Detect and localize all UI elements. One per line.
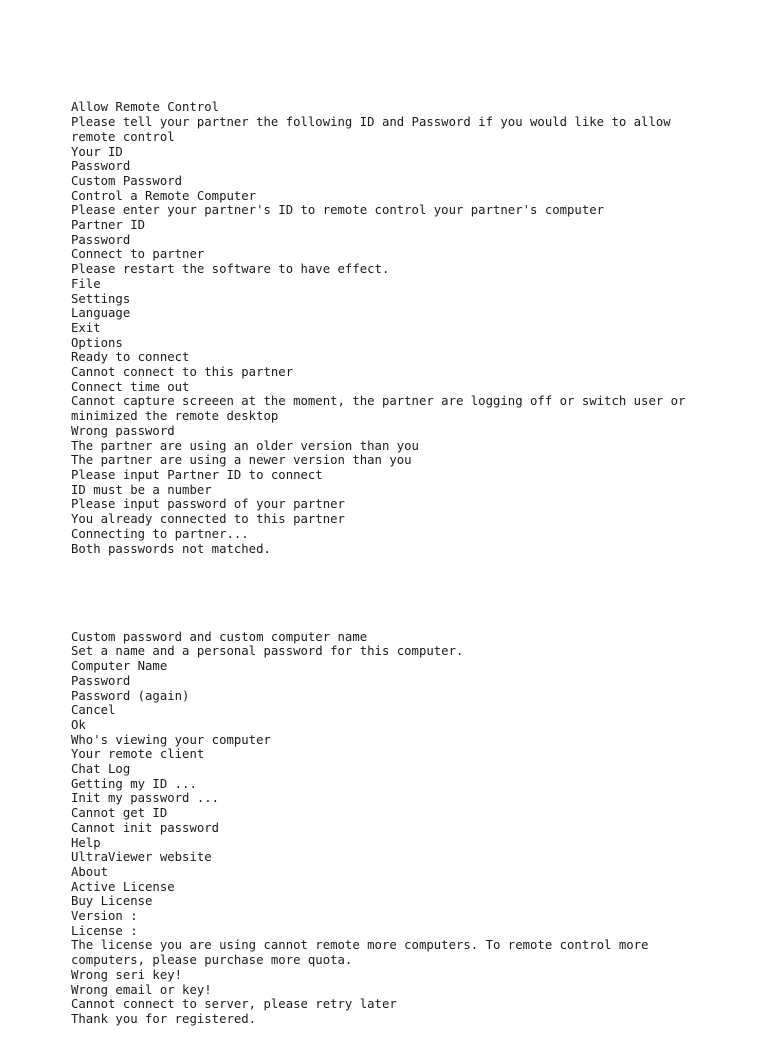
text-line: Computer Name (71, 659, 168, 674)
text-line: Getting my ID ... (71, 776, 197, 791)
text-line: Cannot get ID (71, 806, 168, 821)
text-line: Please enter your partner's ID to remote control your partner's computer (71, 203, 605, 218)
text-line: Settings (71, 291, 131, 306)
text-line: Partner ID (71, 218, 146, 233)
text-line: Please input password of your partner (71, 497, 345, 512)
text-line: Set a name and a personal password for this computer. (71, 644, 464, 659)
text-line: Cannot capture screeen at the moment, the partner are logging off or switch user or minimized the remote desktop (71, 394, 693, 424)
text-line: UltraViewer website (71, 850, 212, 865)
text-line: Please tell your partner the following ID and Password if you would like to allow remote control (71, 115, 679, 144)
text-line: Cancel (71, 703, 116, 718)
document-page (71, 71, 711, 1041)
text-line: Ok (71, 717, 86, 732)
string-list-settings (71, 630, 711, 1027)
text-line: Allow Remote Control (71, 100, 220, 115)
text-line: Init my password ... (71, 791, 220, 806)
text-line: Options (71, 335, 123, 350)
text-line: Wrong password (71, 423, 175, 438)
text-line: Cannot connect to server, please retry later (71, 997, 397, 1012)
text-line: Your remote client (71, 747, 205, 762)
text-line: Password (71, 673, 131, 688)
text-line: Version : (71, 909, 138, 924)
text-line: Thank you for registered. (71, 1011, 257, 1026)
text-line: Chat Log (71, 762, 131, 777)
text-line: Custom Password (71, 173, 183, 188)
text-line: Help (71, 835, 101, 850)
blank-line-separator (71, 586, 711, 601)
text-line: Ready to connect (71, 350, 190, 365)
text-line: The license you are using cannot remote more computers. To remote control more computers, please purchase more quota. (71, 938, 656, 968)
text-line: Cannot connect to this partner (71, 365, 294, 380)
text-line: Buy License (71, 894, 153, 909)
text-line: Please input Partner ID to connect (71, 467, 323, 482)
text-line: The partner are using a newer version than you (71, 453, 412, 468)
text-line: File (71, 276, 101, 291)
text-line: Exit (71, 320, 101, 335)
text-line: Please restart the software to have effect. (71, 262, 390, 277)
text-line: License : (71, 923, 138, 938)
text-line: Active License (71, 879, 175, 894)
text-line: Cannot init password (71, 820, 220, 835)
string-list-main (71, 100, 711, 556)
text-line: Control a Remote Computer (71, 188, 257, 203)
text-line: About (71, 864, 109, 879)
text-line: Both passwords not matched. (71, 541, 271, 556)
text-line: Wrong email or key! (71, 982, 212, 997)
text-line: Password (71, 159, 131, 174)
text-line: Wrong seri key! (71, 967, 183, 982)
text-line: Your ID (71, 144, 123, 159)
text-line: Language (71, 306, 131, 321)
text-line: Password (again) (71, 688, 190, 703)
text-line: You already connected to this partner (71, 512, 345, 527)
text-line: Connect time out (71, 379, 190, 394)
text-line: Who's viewing your computer (71, 732, 271, 747)
text-line: ID must be a number (71, 482, 212, 497)
text-line: The partner are using an older version than you (71, 438, 419, 453)
text-line: Connecting to partner... (71, 526, 249, 541)
text-line: Connect to partner (71, 247, 205, 262)
text-line: Password (71, 232, 131, 247)
text-line: Custom password and custom computer name (71, 629, 368, 644)
